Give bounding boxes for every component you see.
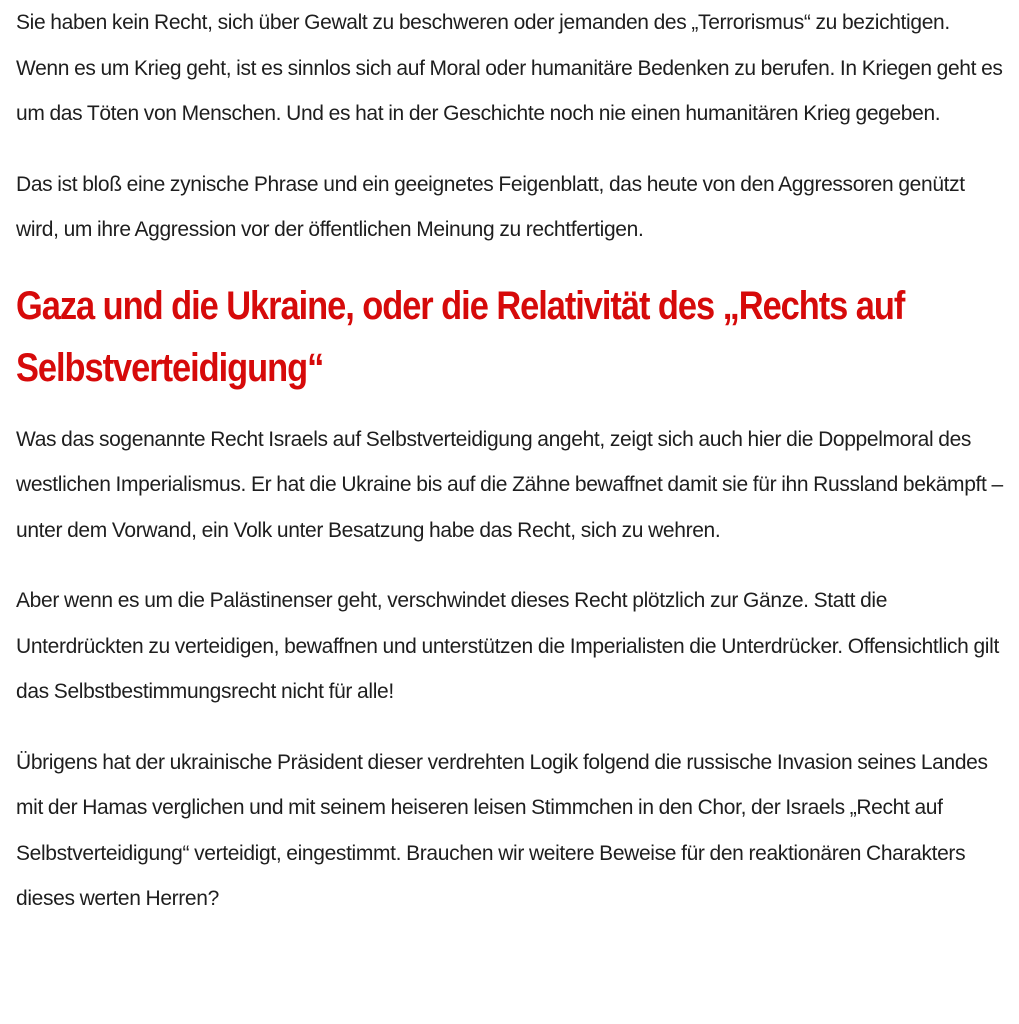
heading-spacer-top	[16, 253, 1006, 275]
paragraph-3: Was das sogenannte Recht Israels auf Selbstverteidigung angeht, zeigt sich auch hier die Doppelmoral des westlichen Imperialismus. Er hat die Ukraine bis auf die Zähne bewaffnet damit sie für ihn Russland bekämpft – unter dem Vorwand, ein Volk unter Besatzung habe das Recht, sich zu wehren.	[16, 427, 1003, 542]
paragraph-spacer	[16, 137, 1006, 162]
paragraph-5: Übrigens hat der ukrainische Präsident dieser verdrehten Logik folgend die russische Invasion seines Landes mit der Hamas verglichen und mit seinem heiseren leisen Stimmchen in den Chor, der Israels „Recht auf Selbstverteidigung“ verteidigt, eingestimmt. Brauchen wir weitere Beweise für den reaktionären Charakters dieses werten Herren?	[16, 750, 988, 910]
article-body	[16, 0, 1006, 922]
paragraph-spacer	[16, 553, 1006, 578]
heading-spacer-bottom	[16, 399, 1006, 417]
paragraph-1: Sie haben kein Recht, sich über Gewalt zu beschweren oder jemanden des „Terrorismus“ zu bezichtigen. Wenn es um Krieg geht, ist es sinnlos sich auf Moral oder humanitäre Bedenken zu berufen. In Kriegen geht es um das Töten von Menschen. Und es hat in der Geschichte noch nie einen humanitären Krieg gegeben.	[16, 11, 1003, 125]
paragraph-4: Aber wenn es um die Palästinenser geht, verschwindet dieses Recht plötzlich zur Gänze. Statt die Unterdrückten zu verteidigen, bewaffnen und unterstützen die Imperialisten die Unterdrücker. Offensichtlich gilt das Selbstbestimmungsrecht nicht für alle!	[16, 589, 999, 703]
paragraph-spacer	[16, 715, 1006, 740]
section-heading: Gaza und die Ukraine, oder die Relativität des „Rechts auf Selbstverteidigung“	[16, 283, 905, 390]
paragraph-2: Das ist bloß eine zynische Phrase und ein geeignetes Feigenblatt, das heute von den Aggressoren genützt wird, um ihre Aggression vor der öffentlichen Meinung zu rechtfertigen.	[16, 172, 965, 241]
